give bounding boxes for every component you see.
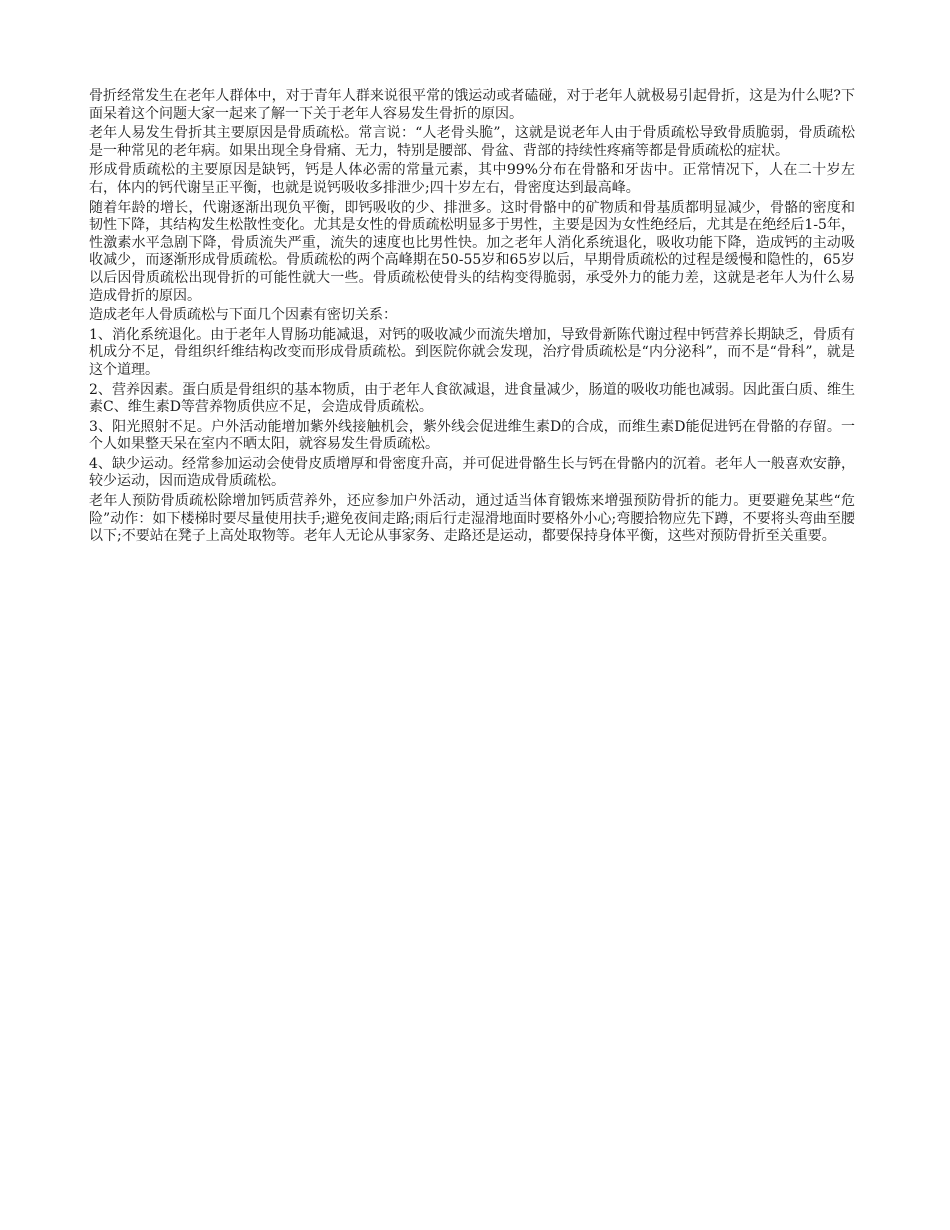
calcium-paragraph: 形成骨质疏松的主要原因是缺钙，钙是人体必需的常量元素，其中99%分布在骨骼和牙齿中。正常情况下，人在二十岁左右，体内的钙代谢呈正平衡，也就是说钙吸收多排泄少;四十岁左右，骨密度达到最高峰。 (89, 162, 855, 196)
intro-paragraph: 骨折经常发生在老年人群体中，对于青年人群来说很平常的饿运动或者磕碰，对于老年人就极易引起骨折，这是为什么呢?下面呆着这个问题大家一起来了解一下关于老年人容易发生骨折的原因。 (89, 88, 855, 122)
factor-exercise-paragraph: 4、缺少运动。经常参加运动会使骨皮质增厚和骨密度升高，并可促进骨骼生长与钙在骨骼内的沉着。老年人一般喜欢安静，较少运动，因而造成骨质疏松。 (89, 455, 855, 490)
document-body (89, 88, 855, 548)
factors-intro-paragraph: 造成老年人骨质疏松与下面几个因素有密切关系： (89, 307, 397, 324)
factor-digestion-paragraph: 1、消化系统退化。由于老年人胃肠功能减退，对钙的吸收减少而流失增加，导致骨新陈代谢过程中钙营养长期缺乏，骨质有机成分不足，骨组织纤维结构改变而形成骨质疏松。到医院你就会发现，治疗骨质疏松是“内分泌科”，而不是“骨科”，就是这个道理。 (89, 326, 855, 378)
prevention-paragraph: 老年人预防骨质疏松除增加钙质营养外，还应参加户外活动，通过适当体育锻炼来增强预防骨折的能力。更要避免某些“危险”动作：如下楼梯时要尽量使用扶手;避免夜间走路;雨后行走湿滑地面时要格外小心;弯腰拾物应先下蹲，不要将头弯曲至腰以下;不要站在凳子上高处取物等。老年人无论从事家务、走路还是运动，都要保持身体平衡，这些对预防骨折至关重要。 (89, 493, 855, 545)
factor-nutrition-paragraph: 2、营养因素。蛋白质是骨组织的基本物质，由于老年人食欲减退，进食量减少，肠道的吸收功能也减弱。因此蛋白质、维生素C、维生素D等营养物质供应不足，会造成骨质疏松。 (89, 381, 855, 416)
aging-paragraph: 随着年龄的增长，代谢逐渐出现负平衡，即钙吸收的少、排泄多。这时骨骼中的矿物质和骨基质都明显减少，骨骼的密度和韧性下降，其结构发生松散性变化。尤其是女性的骨质疏松明显多于男性，主要是因为女性绝经后，尤其是在绝经后1-5年，性激素水平急剧下降，骨质流失严重，流失的速度也比男性快。加之老年人消化系统退化，吸收功能下降，造成钙的主动吸收减少，而逐渐形成骨质疏松。骨质疏松的两个高峰期在50-55岁和65岁以后，早期骨质疏松的过程是缓慢和隐性的，65岁以后因骨质疏松出现骨折的可能性就大一些。骨质疏松使骨头的结构变得脆弱，承受外力的能力差，这就是老年人为什么易造成骨折的原因。 (89, 199, 855, 304)
main-cause-paragraph: 老年人易发生骨折其主要原因是骨质疏松。常言说：“人老骨头脆”，这就是说老年人由于骨质疏松导致骨质脆弱，骨质疏松是一种常见的老年病。如果出现全身骨痛、无力，特别是腰部、骨盆、背部的持续性疼痛等都是骨质疏松的症状。 (89, 125, 855, 159)
factor-sunlight-paragraph: 3、阳光照射不足。户外活动能增加紫外线接触机会，紫外线会促进维生素D的合成，而维生素D能促进钙在骨骼的存留。一个人如果整天呆在室内不晒太阳，就容易发生骨质疏松。 (89, 418, 855, 453)
